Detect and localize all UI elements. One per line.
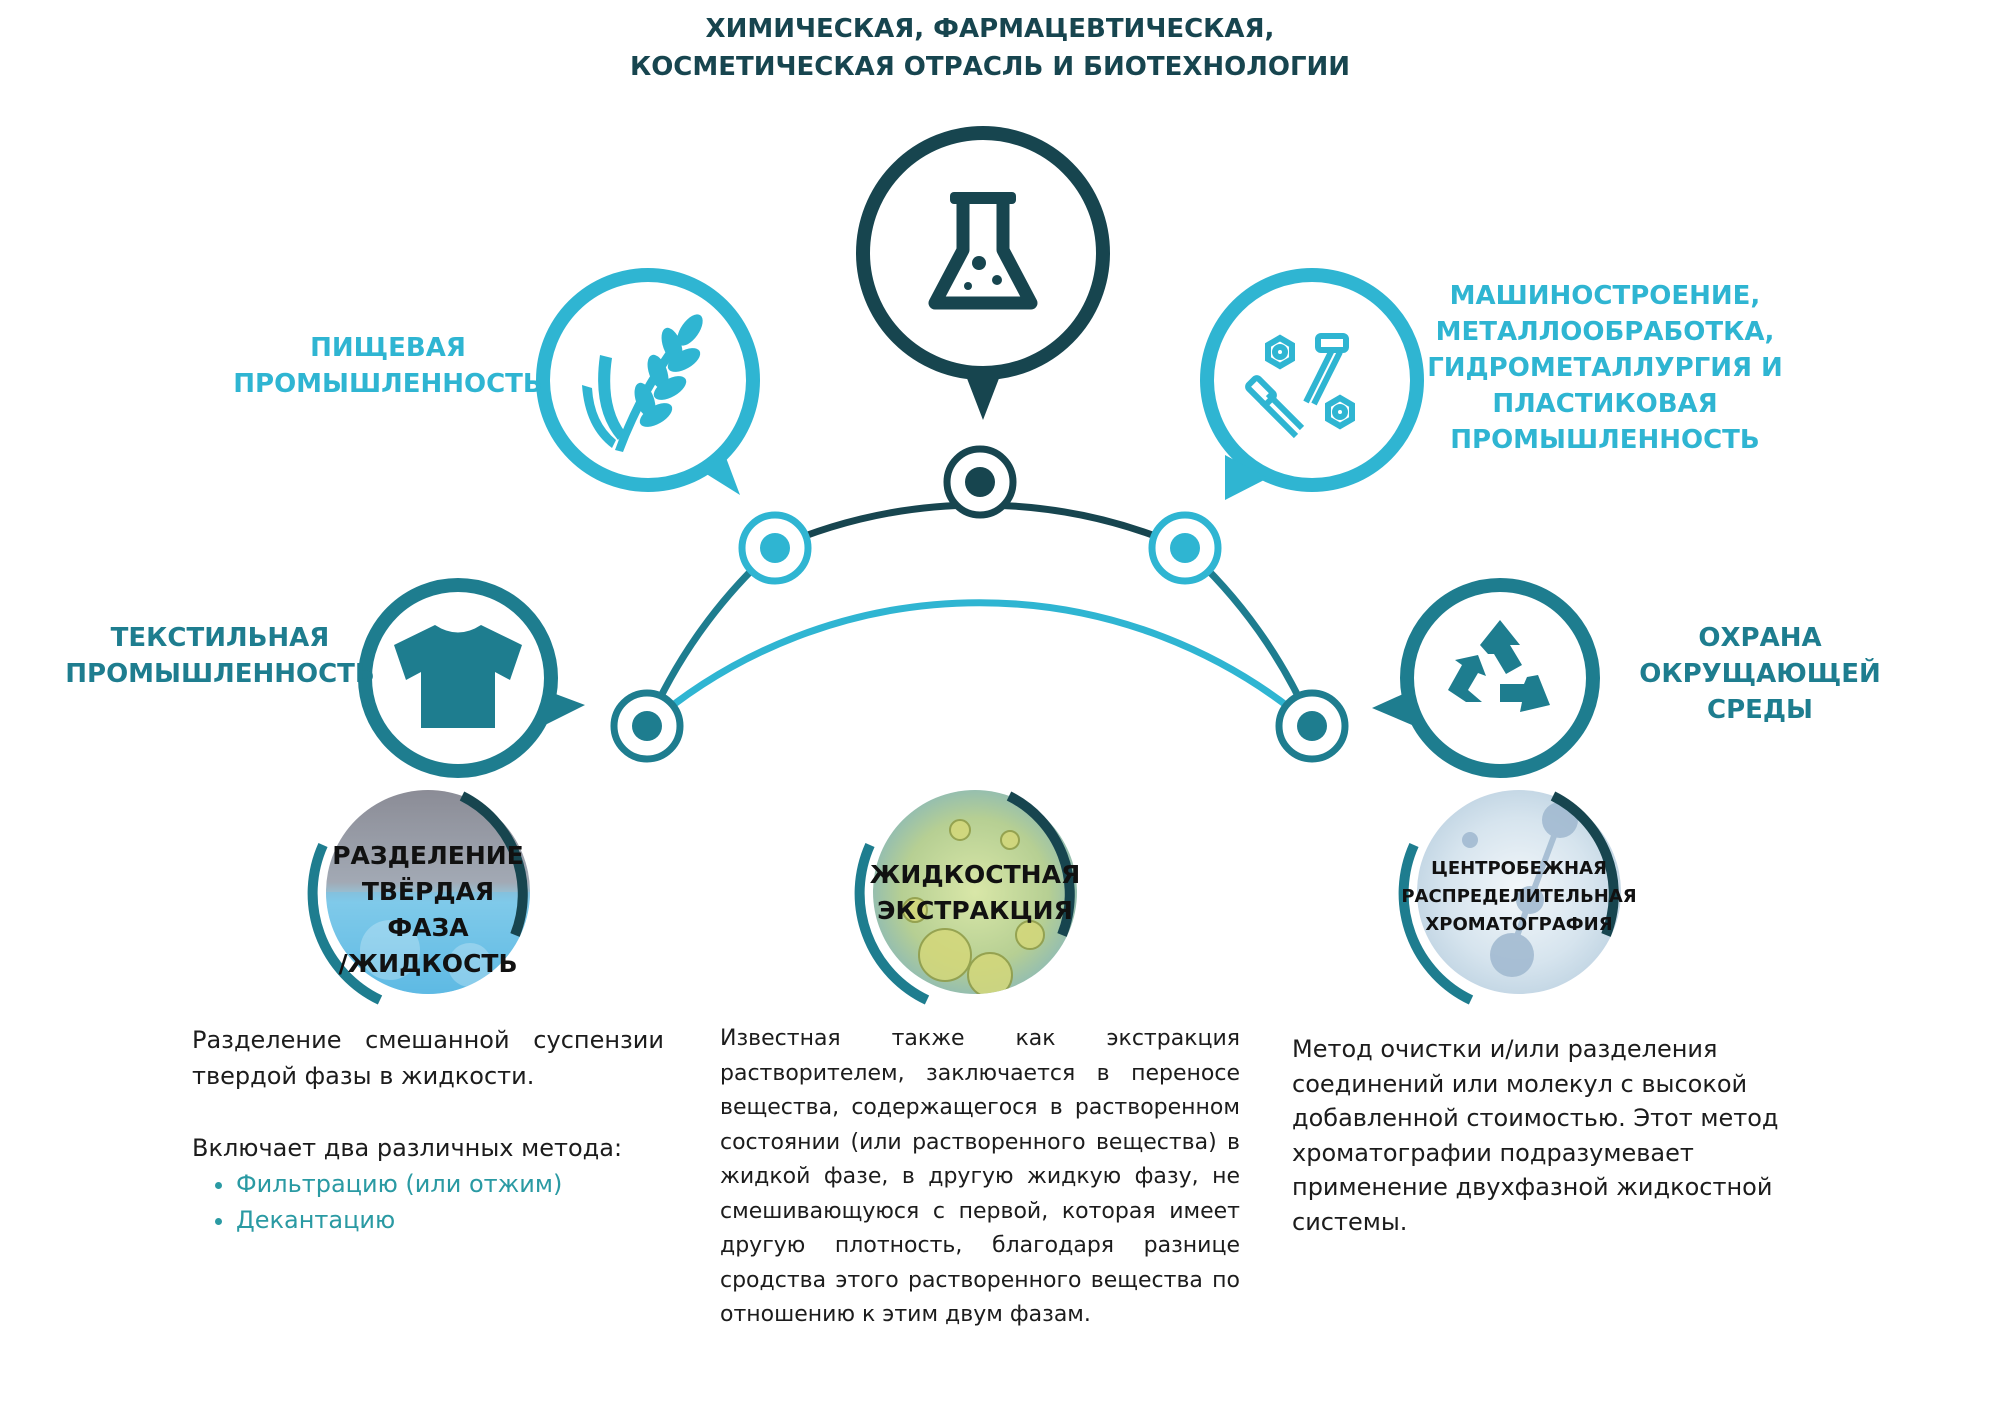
list-item-filtration: Фильтрацию (или отжим) (236, 1170, 563, 1198)
method-title-separation-line-2: ТВЁРДАЯ ФАЗА (361, 877, 495, 942)
label-environment (1575, 620, 1945, 728)
label-food (228, 330, 548, 402)
arc-node-food (742, 515, 808, 581)
arc-node-environment (1279, 693, 1345, 759)
label-mechanical-line-1: МАШИНОСТРОЕНИЕ, (1449, 281, 1761, 311)
label-mechanical (1425, 278, 1785, 458)
description-extraction (720, 1022, 1240, 1333)
label-textile-line-1: ТЕКСТИЛЬНАЯ (110, 623, 330, 653)
method-title-separation-line-1: РАЗДЕЛЕНИЕ (332, 841, 524, 870)
label-mechanical-line-4: ПЛАСТИКОВАЯ (1492, 389, 1718, 419)
bubble-mechanical (1207, 275, 1417, 500)
arc-node-mechanical (1152, 515, 1218, 581)
label-mechanical-line-2: МЕТАЛЛООБРАБОТКА, (1435, 317, 1775, 347)
method-title-extraction (865, 857, 1085, 929)
method-title-chromatography (1389, 855, 1649, 939)
label-food-line-1: ПИЩЕВАЯ (310, 333, 466, 363)
method-title-extraction-line-1: ЖИДКОСТНАЯ (869, 860, 1081, 889)
list-item (236, 1202, 664, 1238)
method-title-chromatography-line-2: РАСПРЕДЕЛИТЕЛЬНАЯ (1401, 886, 1637, 907)
bubble-food (543, 275, 753, 495)
bubble-textile (365, 585, 585, 771)
list-item (236, 1166, 664, 1202)
description-chromatography-paragraph: Метод очистки и/или разделения соединений или молекул с высокой добавленной стоимостью. Этот метод хроматографии подразумевает применение двухфазной жидкостной системы. (1292, 1035, 1779, 1236)
bubble-environment (1372, 585, 1593, 771)
method-title-separation (318, 838, 538, 982)
label-mechanical-line-5: ПРОМЫШЛЕННОСТЬ (1450, 425, 1760, 455)
method-title-separation-line-3: /ЖИДКОСТЬ (338, 949, 518, 978)
label-chemical-line-1: ХИМИЧЕСКАЯ, ФАРМАЦЕВТИЧЕСКАЯ, (705, 14, 1275, 44)
label-textile-line-2: ПРОМЫШЛЕННОСТЬ (65, 659, 375, 689)
description-extraction-paragraph: Известная также как экстракция растворителем, заключается в переносе вещества, содержащегося в растворенном состоянии (или растворенного вещества) в жидкой фазе, в другую жидкую фазу, не смешивающуюся с первой, которая имеет другую плотность, благодаря разнице сродства этого растворенного вещества по отношению к этим двум фазам. (720, 1026, 1240, 1327)
description-separation (192, 1022, 664, 1238)
description-separation-paragraph-1: Разделение смешанной суспензии твердой фазы в жидкости. (192, 1026, 664, 1090)
label-chemical (600, 10, 1380, 86)
label-environment-line-2: СРЕДЫ (1707, 695, 1813, 725)
arc-node-textile (614, 693, 680, 759)
description-separation-paragraph-2: Включает два различных метода: (192, 1134, 623, 1162)
bubble-chemical (863, 133, 1103, 420)
label-food-line-2: ПРОМЫШЛЕННОСТЬ (233, 369, 543, 399)
description-chromatography (1292, 1032, 1782, 1239)
label-chemical-line-2: КОСМЕТИЧЕСКАЯ ОТРАСЛЬ И БИОТЕХНОЛОГИИ (629, 52, 1351, 82)
label-environment-line-1: ОХРАНА ОКРУЩАЮЩЕЙ (1639, 623, 1881, 689)
method-title-extraction-line-2: ЭКСТРАКЦИЯ (877, 896, 1073, 925)
list-item-decantation: Декантацию (236, 1206, 396, 1234)
method-title-chromatography-line-3: ХРОМАТОГРАФИЯ (1425, 914, 1613, 935)
description-separation-list (192, 1166, 664, 1238)
label-mechanical-line-3: ГИДРОМЕТАЛЛУРГИЯ И (1427, 353, 1783, 383)
arc-node-chemical (947, 449, 1013, 515)
label-textile (60, 620, 380, 692)
method-title-chromatography-line-1: ЦЕНТРОБЕЖНАЯ (1431, 858, 1607, 879)
